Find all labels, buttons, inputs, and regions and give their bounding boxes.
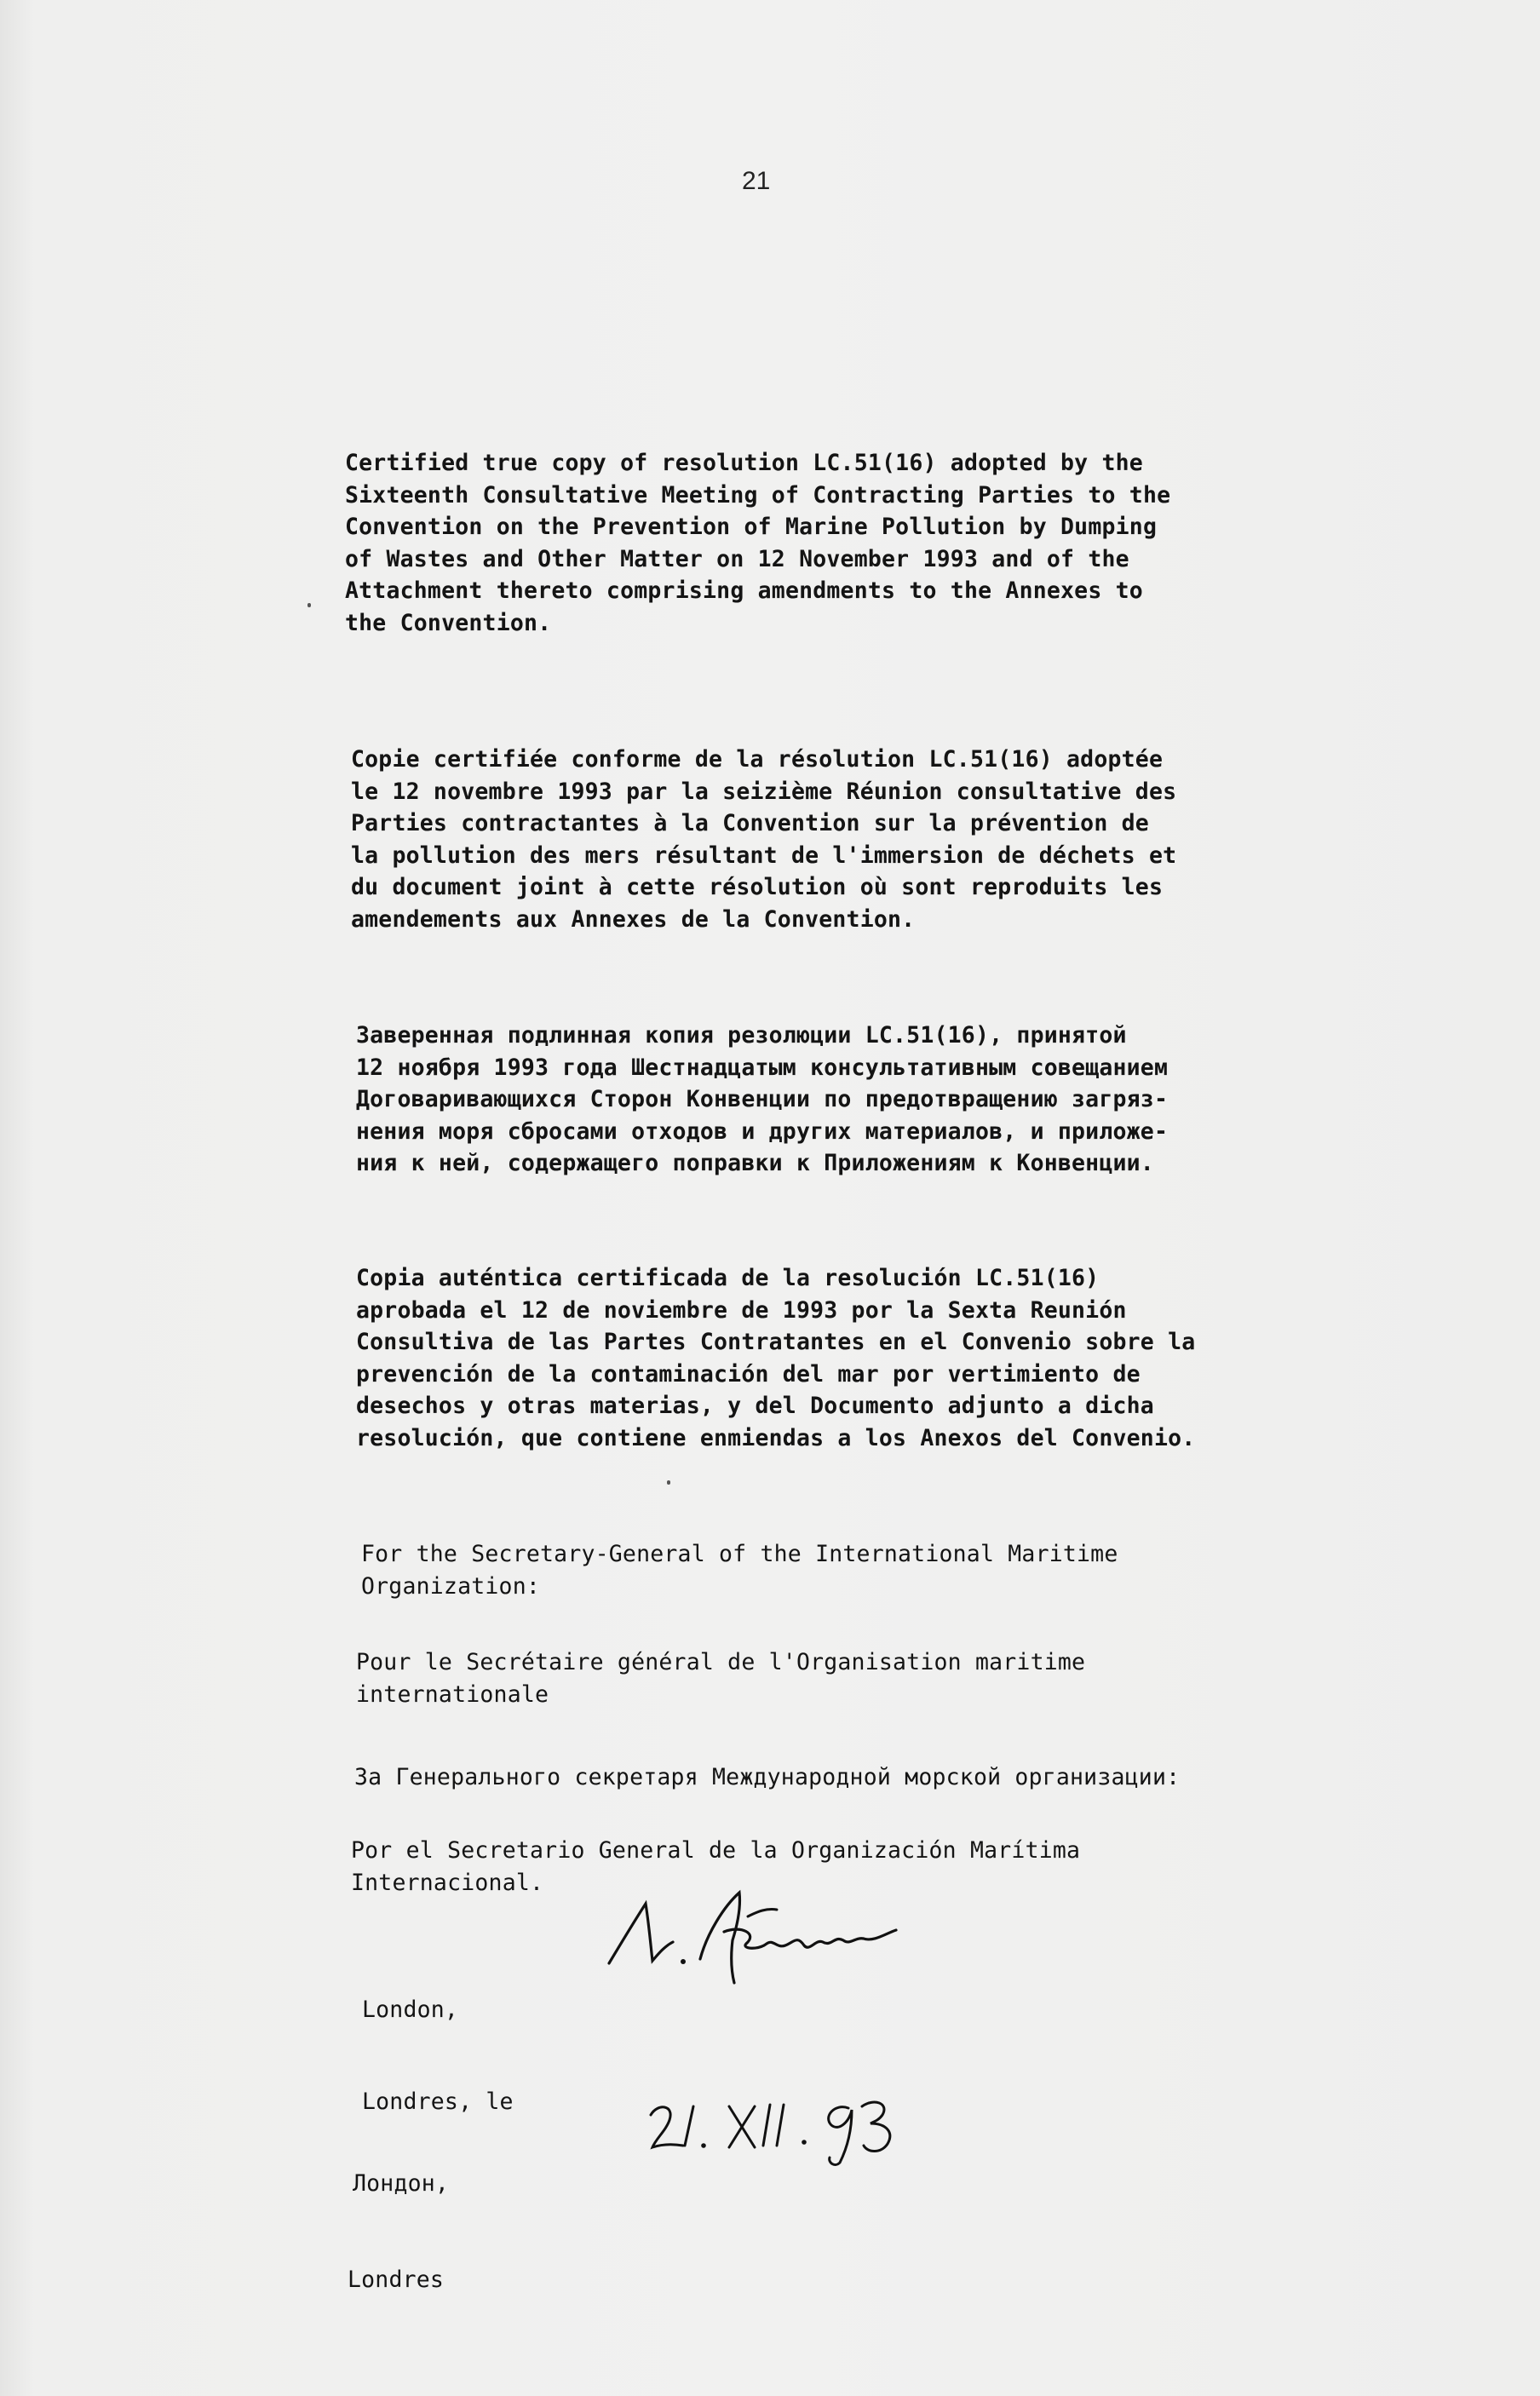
certification-line: le 12 novembre 1993 par la seizième Réunion consultative des bbox=[351, 778, 1177, 805]
certification-spanish bbox=[356, 1262, 1195, 1454]
certification-line: Convention on the Prevention of Marine Pollution by Dumping bbox=[345, 514, 1158, 540]
certification-french bbox=[351, 744, 1176, 935]
certification-line: prevención de la contaminación del mar por vertimiento de bbox=[356, 1360, 1141, 1388]
signatory-line: Por el Secretario General de la Organización Marítima bbox=[351, 1837, 1081, 1864]
certification-line: Заверенная подлинная копия резолюции LC.51(16), принятой bbox=[356, 1022, 1127, 1049]
certification-line: aprobada el 12 de noviembre de 1993 por la Sexta Reunión bbox=[356, 1296, 1127, 1324]
certification-line: ния к ней, содержащего поправки к Приложениям к Конвенции. bbox=[356, 1150, 1154, 1176]
certification-line: Copie certifiée conforme de la résolution LC.51(16) adoptée bbox=[351, 746, 1164, 773]
signatory-line: Pour le Secrétaire général de l'Organisation maritime bbox=[356, 1649, 1086, 1675]
certification-line: Attachment thereto comprising amendments to the Annexes to bbox=[345, 577, 1143, 604]
certification-english bbox=[345, 447, 1170, 639]
certification-line: du document joint à cette résolution où sont reproduits les bbox=[351, 874, 1164, 900]
place-french: Londres, le bbox=[362, 2089, 514, 2115]
certification-line: Parties contractantes à la Convention sur la prévention de bbox=[351, 810, 1149, 836]
certification-line: desechos y otras materias, y del Documento adjunto a dicha bbox=[356, 1393, 1154, 1419]
page-number: 21 bbox=[742, 167, 771, 195]
stray-mark bbox=[307, 603, 311, 607]
handwritten-signature bbox=[596, 1874, 988, 2002]
certification-line: Договаривающихся Сторон Конвенции по предотвращению загряз- bbox=[356, 1086, 1169, 1112]
certification-line: Certified true copy of resolution LC.51(16) adopted by the bbox=[345, 450, 1143, 476]
place-spanish: Londres bbox=[348, 2267, 445, 2293]
certification-line: Consultiva de las Partes Contratantes en el Convenio sobre la bbox=[356, 1329, 1196, 1355]
handwritten-date bbox=[647, 2091, 928, 2168]
signatory-line: For the Secretary-General of the International Maritime bbox=[361, 1541, 1118, 1567]
certification-line: the Convention. bbox=[345, 609, 552, 636]
signatory-line: internationale bbox=[356, 1681, 549, 1708]
certification-line: 12 ноября 1993 года Шестнадцатым консультативным совещанием bbox=[356, 1054, 1169, 1081]
signatory-english bbox=[361, 1538, 1118, 1602]
certification-line: amendements aux Annexes de la Convention. bbox=[351, 905, 916, 933]
certification-line: Copia auténtica certificada de la resolución LC.51(16) bbox=[356, 1265, 1100, 1291]
signatory-line: Organization: bbox=[361, 1572, 541, 1600]
signatory-line: За Генерального секретаря Международной морской организации: bbox=[354, 1764, 1181, 1790]
place-russian: Лондон, bbox=[353, 2170, 450, 2197]
signatory-french bbox=[356, 1646, 1085, 1710]
certification-line: la pollution des mers résultant de l'immersion de déchets et bbox=[351, 842, 1177, 869]
signatory-russian bbox=[354, 1761, 1180, 1794]
certification-russian bbox=[356, 1020, 1168, 1180]
certification-line: нения моря сбросами отходов и других материалов, и приложе- bbox=[356, 1118, 1169, 1145]
stray-mark bbox=[667, 1480, 670, 1485]
certification-line: resolución, que contiene enmiendas a los Anexos del Convenio. bbox=[356, 1424, 1196, 1451]
signatory-line: Internacional. bbox=[351, 1869, 544, 1896]
certification-line: Sixteenth Consultative Meeting of Contracting Parties to the bbox=[345, 481, 1171, 509]
certification-line: of Wastes and Other Matter on 12 November 1993 and of the bbox=[345, 545, 1129, 572]
place-english: London, bbox=[362, 1997, 459, 2023]
